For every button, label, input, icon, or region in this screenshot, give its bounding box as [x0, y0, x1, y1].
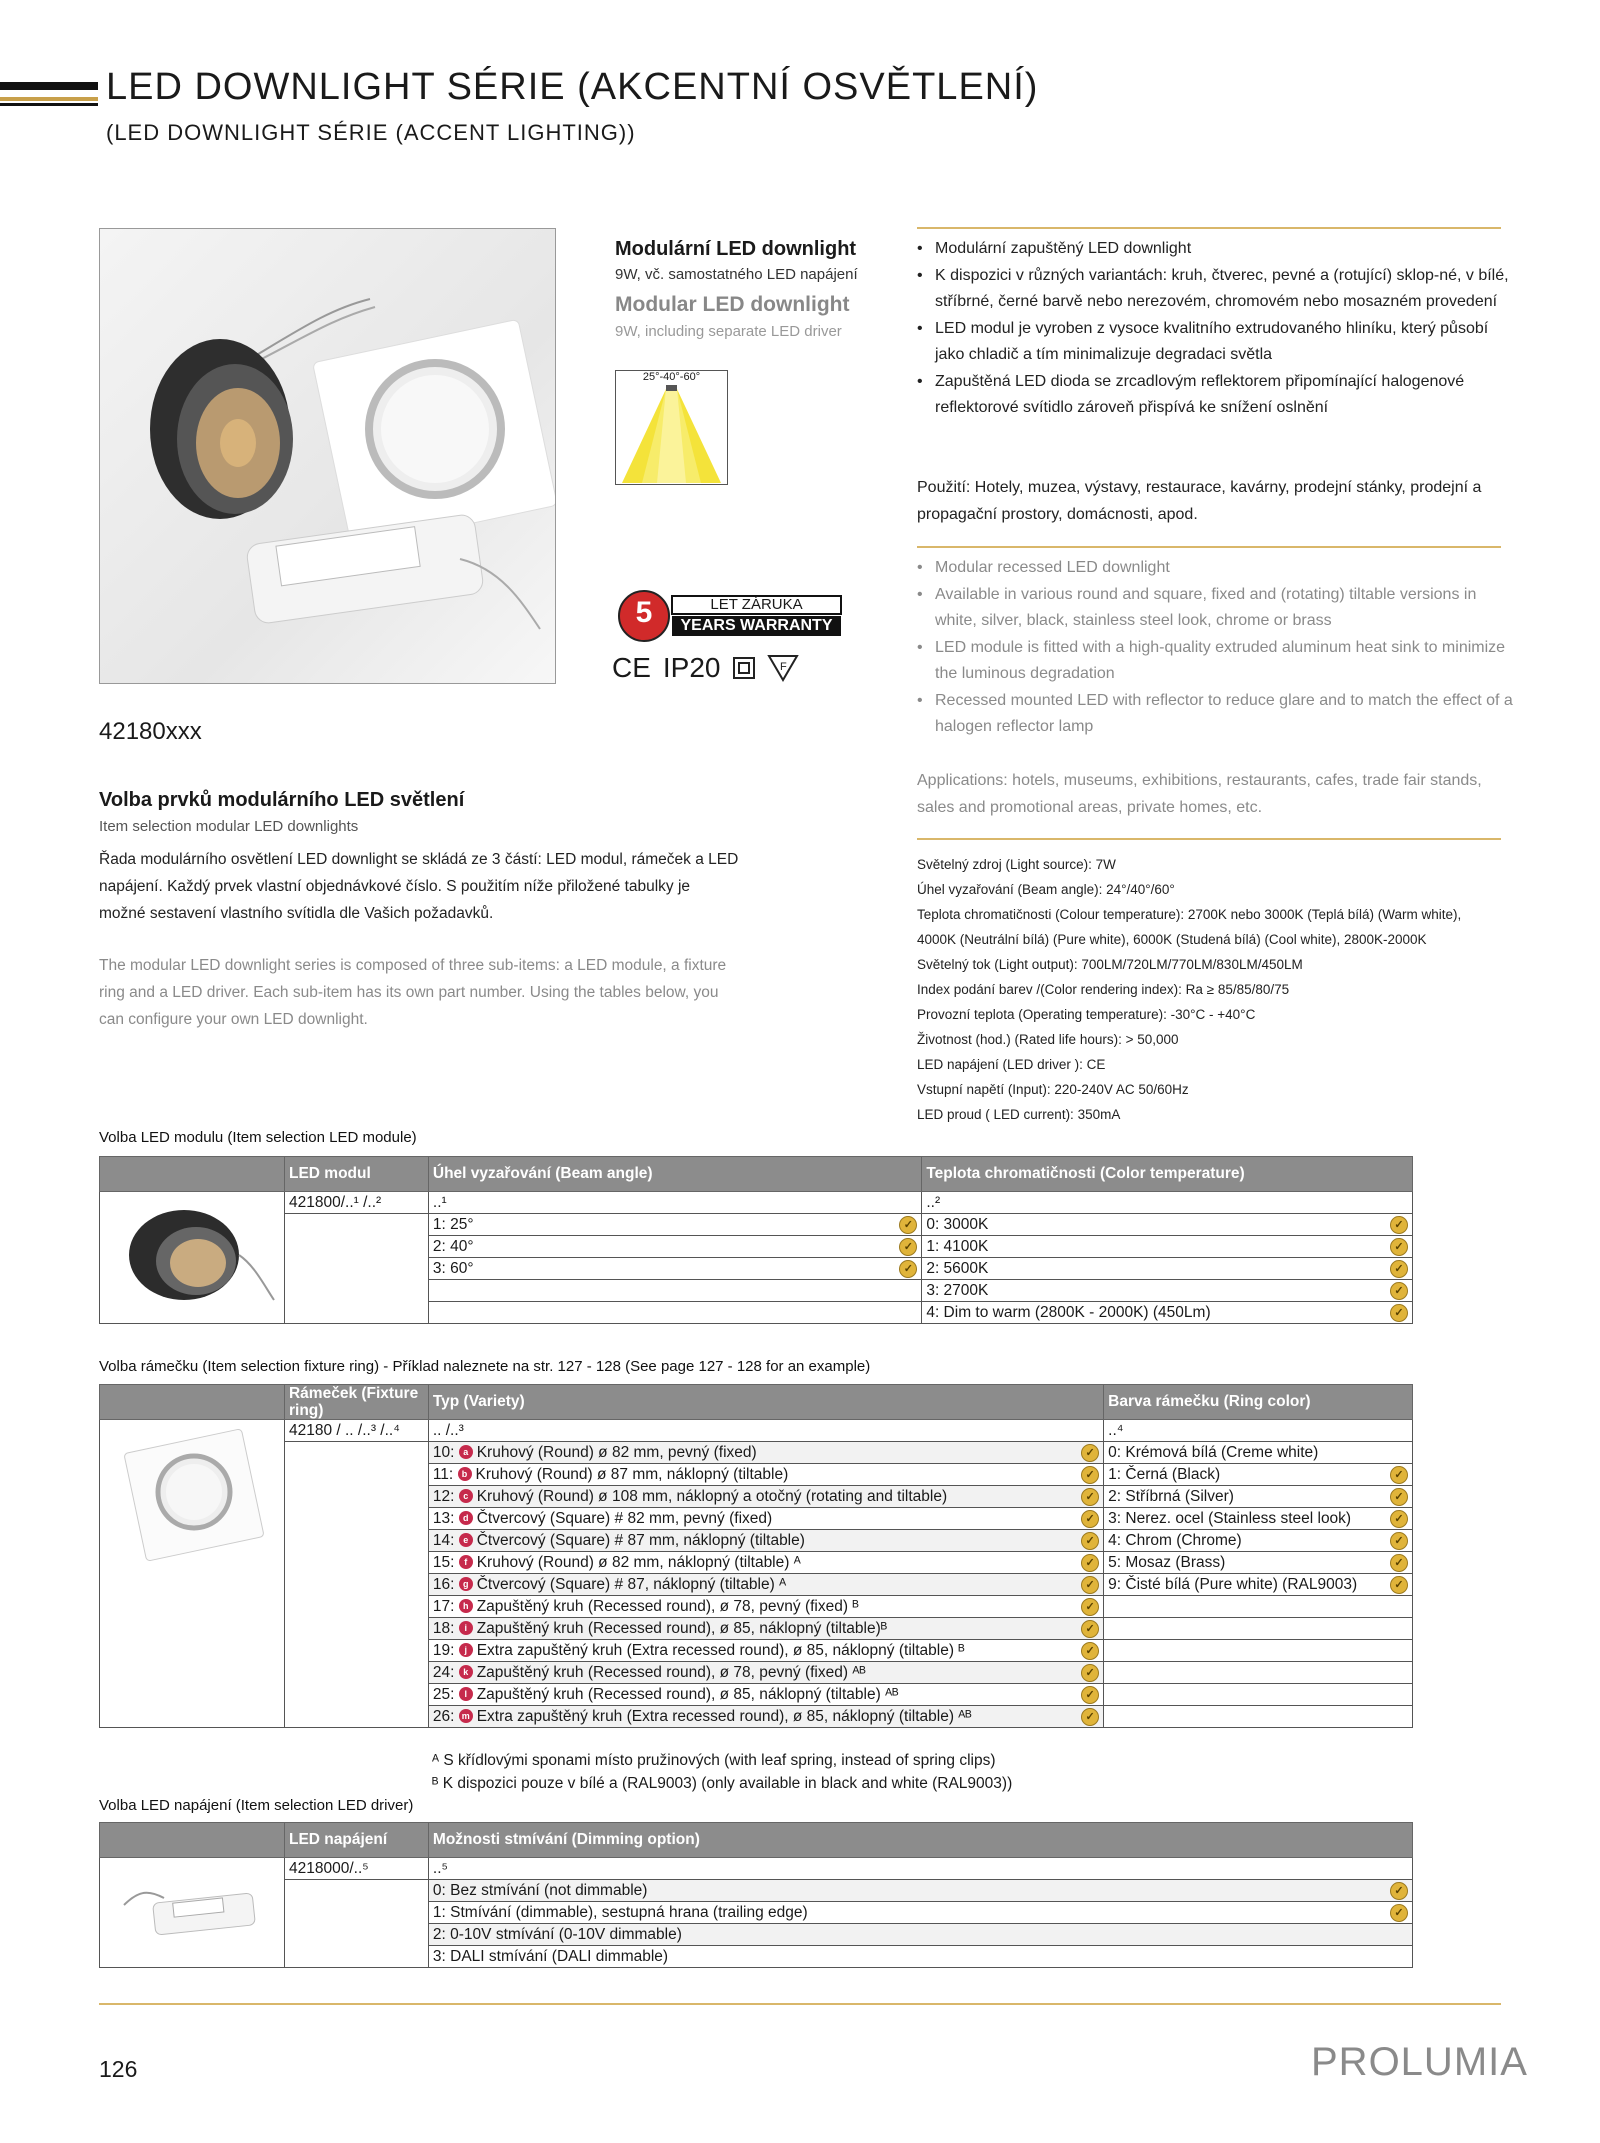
check-icon: ✓	[1081, 1686, 1099, 1704]
table-ring-caption: Volba rámečku (Item selection fixture ring) - Příklad naleznete na str. 127 - 128 (See page 127 - 128 for an example)	[99, 1358, 871, 1375]
check-icon: ✓	[1390, 1904, 1408, 1922]
table-row: 3: DALI stmívání (DALI dimmable)	[428, 1946, 1412, 1968]
table-row: 2: 5600K ✓	[922, 1258, 1413, 1280]
table-row: 0: Bez stmívání (not dimmable) ✓	[428, 1880, 1412, 1902]
check-icon: ✓	[1390, 1216, 1408, 1234]
check-icon: ✓	[1390, 1510, 1408, 1528]
col-header: Teplota chromatičnosti (Color temperature)	[922, 1157, 1413, 1192]
ring-code: 42180 / .. /..³ /..⁴	[284, 1420, 428, 1442]
selection-subtitle: Item selection modular LED downlights	[99, 818, 359, 835]
feature-en-item: • Recessed mounted LED with reflector to reduce glare and to match the effect of a halogen reflector lamp	[917, 688, 1517, 741]
page-title: LED DOWNLIGHT SÉRIE (AKCENTNÍ OSVĚTLENÍ)	[106, 66, 1039, 108]
variant-letter-icon: g	[459, 1577, 473, 1591]
color-code: ..²	[922, 1192, 1413, 1214]
divider	[917, 227, 1501, 229]
product-photo	[99, 228, 556, 684]
product-photo-illustration	[100, 229, 555, 683]
spec-line: LED napájení (LED driver ): CE	[917, 1057, 1106, 1072]
beam-angle-label: 25°-40°-60°	[616, 371, 727, 383]
usage-cz: Použití: Hotely, muzea, výstavy, restaurace, kavárny, prodejní stánky, prodejní a propagační prostory, domácnosti, apod.	[917, 479, 1482, 523]
page-number: 126	[99, 2056, 138, 2082]
warranty-number: 5	[635, 596, 653, 629]
ring-color-code: ..⁴	[1104, 1420, 1413, 1442]
table-row: 26: m Extra zapuštěný kruh (Extra recessed round), ø 85, náklopný (tiltable) ᴬᴮ ✓	[428, 1706, 1103, 1728]
check-icon: ✓	[1390, 1466, 1408, 1484]
feature-cz-item: • K dispozici v různých variantách: kruh, čtverec, pevné a (rotující) sklop-né, v bílé, stříbrné, černé barvě nebo nerezovém, chromovém nebo mosazném provedení	[917, 263, 1517, 316]
spec-line: Světelný zdroj (Light source): 7W	[917, 857, 1116, 872]
table-row: 12: c Kruhový (Round) ø 108 mm, náklopný a otočný (rotating and tiltable) ✓	[428, 1486, 1103, 1508]
table-row: 19: j Extra zapuštěný kruh (Extra recessed round), ø 85, náklopný (tiltable) ᴮ ✓	[428, 1640, 1103, 1662]
table-row: 4: Chrom (Chrome) ✓	[1104, 1530, 1413, 1552]
page-subtitle: (LED DOWNLIGHT SÉRIE (ACCENT LIGHTING))	[106, 120, 636, 145]
check-icon: ✓	[1081, 1576, 1099, 1594]
table-row: 1: Stmívání (dimmable), sestupná hrana (trailing edge) ✓	[428, 1902, 1412, 1924]
table-row: 11: b Kruhový (Round) ø 87 mm, náklopný (tiltable) ✓	[428, 1464, 1103, 1486]
svg-text:F: F	[779, 661, 787, 673]
check-icon: ✓	[1390, 1304, 1408, 1322]
col-header: LED modul	[284, 1157, 428, 1192]
table-row: 0: 3000K ✓	[922, 1214, 1413, 1236]
table-row: 15: f Kruhový (Round) ø 82 mm, náklopný (tiltable) ᴬ ✓	[428, 1552, 1103, 1574]
certifications	[612, 652, 799, 684]
divider	[917, 546, 1501, 548]
header-bar-black-thin	[0, 103, 98, 106]
variant-letter-icon: a	[459, 1445, 473, 1459]
spec-line: Teplota chromatičnosti (Colour temperature): 2700K nebo 3000K (Teplá bílá) (Warm white),	[917, 907, 1462, 922]
col-header: Barva rámečku (Ring color)	[1104, 1385, 1413, 1420]
divider	[917, 838, 1501, 840]
variant-letter-icon: m	[459, 1709, 473, 1723]
table-row: 3: 2700K ✓	[922, 1280, 1413, 1302]
class-ii-icon	[733, 657, 755, 679]
table-fixture-ring	[99, 1384, 1413, 1728]
check-icon: ✓	[1390, 1488, 1408, 1506]
specifications	[917, 852, 1527, 1127]
table-row: 1: 25° ✓	[428, 1214, 921, 1236]
footer-divider	[99, 2003, 1501, 2005]
table-row: 3: Nerez. ocel (Stainless steel look) ✓	[1104, 1508, 1413, 1530]
product-sub-en: 9W, including separate LED driver	[615, 323, 842, 340]
table-led-module	[99, 1156, 1413, 1324]
spec-line: Úhel vyzařování (Beam angle): 24°/40°/60°	[917, 882, 1175, 897]
table-module-caption: Volba LED modulu (Item selection LED module)	[99, 1129, 417, 1146]
product-name-en: Modular LED downlight	[615, 293, 850, 316]
warranty-bottom-text: YEARS WARRANTY	[680, 617, 833, 634]
table-row: 5: Mosaz (Brass) ✓	[1104, 1552, 1413, 1574]
check-icon: ✓	[899, 1216, 917, 1234]
product-name-cz: Modulární LED downlight	[615, 238, 857, 260]
angle-code: ..¹	[428, 1192, 921, 1214]
check-icon: ✓	[1081, 1488, 1099, 1506]
check-icon: ✓	[1390, 1260, 1408, 1278]
check-icon: ✓	[1081, 1664, 1099, 1682]
note-b: ᴮ K dispozici pouze v bílé a (RAL9003) (only available in black and white (RAL9003))	[432, 1775, 1013, 1792]
spec-line: Vstupní napětí (Input): 220-240V AC 50/60Hz	[917, 1082, 1189, 1097]
check-icon: ✓	[1081, 1532, 1099, 1550]
dim-code: ..⁵	[428, 1858, 1412, 1880]
beam-angle-diagram	[615, 370, 728, 485]
variant-letter-icon: c	[459, 1489, 473, 1503]
ring-image	[100, 1420, 285, 1728]
spec-line: Životnost (hod.) (Rated life hours): > 50,000	[917, 1032, 1179, 1047]
brand-logo: PROLUMIA	[1311, 2040, 1528, 2084]
type-code: .. /..³	[428, 1420, 1103, 1442]
check-icon: ✓	[899, 1238, 917, 1256]
variant-letter-icon: i	[459, 1621, 473, 1635]
table-row: 24: k Zapuštěný kruh (Recessed round), ø 78, pevný (fixed) ᴬᴮ ✓	[428, 1662, 1103, 1684]
variant-letter-icon: j	[459, 1643, 473, 1657]
variant-letter-icon: l	[459, 1687, 473, 1701]
table-row: 9: Čisté bílá (Pure white) (RAL9003) ✓	[1104, 1574, 1413, 1596]
table-row: 1: 4100K ✓	[922, 1236, 1413, 1258]
selection-text-en: The modular LED downlight series is composed of three sub-items: a LED module, a fixture ring and a LED driver. Each sub-item has its own part number. Using the tables below, you can configure your own LED downlight.	[99, 957, 727, 1028]
features-cz	[917, 236, 1517, 422]
check-icon: ✓	[1390, 1576, 1408, 1594]
module-code: 421800/..¹ /..²	[284, 1192, 428, 1214]
check-icon: ✓	[1390, 1532, 1408, 1550]
check-icon: ✓	[1081, 1510, 1099, 1528]
feature-en-item: • Available in various round and square, fixed and (rotating) tiltable versions in white, silver, black, stainless steel look, chrome or brass	[917, 582, 1517, 635]
table-row: 10: a Kruhový (Round) ø 82 mm, pevný (fixed) ✓	[428, 1442, 1103, 1464]
feature-en-item: • LED module is fitted with a high-quality extruded aluminum heat sink to minimize the luminous degradation	[917, 635, 1517, 688]
variant-letter-icon: f	[459, 1555, 473, 1569]
spec-line: Provozní teplota (Operating temperature): -30°C - +40°C	[917, 1007, 1256, 1022]
check-icon: ✓	[1390, 1238, 1408, 1256]
table-row: 2: 40° ✓	[428, 1236, 921, 1258]
table-row: 25: l Zapuštěný kruh (Recessed round), ø 85, náklopný (tiltable) ᴬᴮ ✓	[428, 1684, 1103, 1706]
table-row: 16: g Čtvercový (Square) # 87, náklopný (tiltable) ᴬ ✓	[428, 1574, 1103, 1596]
check-icon: ✓	[899, 1260, 917, 1278]
module-image	[100, 1192, 285, 1324]
check-icon: ✓	[1081, 1598, 1099, 1616]
col-header: LED napájení	[284, 1823, 428, 1858]
spec-line: Světelný tok (Light output): 700LM/720LM/770LM/830LM/450LM	[917, 957, 1303, 972]
feature-cz-item: • Zapuštěná LED dioda se zrcadlovým reflektorem připomínající halogenové reflektorové svítidlo zároveň přispívá ke snížení oslnění	[917, 369, 1517, 422]
ce-mark: CE	[612, 652, 651, 683]
spec-line: 4000K (Neutrální bílá) (Pure white), 6000K (Studená bílá) (Cool white), 2800K-2000K	[917, 932, 1427, 947]
table-row: 2: 0-10V stmívání (0-10V dimmable)	[428, 1924, 1412, 1946]
usage-en: Applications: hotels, museums, exhibitions, restaurants, cafes, trade fair stands, sales and promotional areas, private homes, etc.	[917, 772, 1482, 816]
spec-line: Index podání barev /(Color rendering index): Ra ≥ 85/85/80/75	[917, 982, 1290, 997]
product-code: 42180xxx	[99, 718, 202, 745]
table-row: 18: i Zapuštěný kruh (Recessed round), ø 85, náklopný (tiltable)ᴮ ✓	[428, 1618, 1103, 1640]
table-row: 0: Krémová bílá (Creme white)	[1104, 1442, 1413, 1464]
product-sub-cz: 9W, vč. samostatného LED napájení	[615, 266, 858, 283]
f-mark-icon	[767, 654, 799, 682]
check-icon: ✓	[1081, 1554, 1099, 1572]
warranty-top-text: LET ZÁRUKA	[710, 596, 803, 613]
note-a: ᴬ S křídlovými sponami místo pružinových (with leaf spring, instead of spring clips)	[432, 1752, 996, 1769]
table-row: 2: Stříbrná (Silver) ✓	[1104, 1486, 1413, 1508]
col-header: Možnosti stmívání (Dimming option)	[428, 1823, 1412, 1858]
variant-letter-icon: e	[459, 1533, 473, 1547]
ip-rating: IP20	[662, 652, 721, 683]
table-driver-caption: Volba LED napájení (Item selection LED driver)	[99, 1797, 414, 1814]
check-icon: ✓	[1081, 1708, 1099, 1726]
warranty-badge	[618, 590, 843, 642]
driver-image	[100, 1858, 285, 1968]
selection-text-cz: Řada modulárního osvětlení LED downlight se skládá ze 3 částí: LED modul, rámeček a LED napájení. Každý prvek vlastní objednávkové číslo. S použitím níže přiložené tabulky je možné sestavení vlastního svítidla dle Vašich požadavků.	[99, 851, 739, 922]
variant-letter-icon: b	[458, 1467, 472, 1481]
table-row: 4: Dim to warm (2800K - 2000K) (450Lm) ✓	[922, 1302, 1413, 1324]
table-row: 14: e Čtvercový (Square) # 87 mm, náklopný (tiltable) ✓	[428, 1530, 1103, 1552]
variant-letter-icon: k	[459, 1665, 473, 1679]
led-module-icon	[104, 1195, 279, 1315]
selection-title: Volba prvků modulárního LED světlení	[99, 789, 465, 811]
check-icon: ✓	[1390, 1554, 1408, 1572]
table-row: 17: h Zapuštěný kruh (Recessed round), ø 78, pevný (fixed) ᴮ ✓	[428, 1596, 1103, 1618]
check-icon: ✓	[1390, 1282, 1408, 1300]
driver-code: 4218000/..⁵	[284, 1858, 428, 1880]
header-bar-black	[0, 82, 98, 90]
header-bar-gold	[0, 97, 98, 101]
check-icon: ✓	[1081, 1642, 1099, 1660]
led-driver-icon	[104, 1860, 279, 1960]
feature-cz-item: • LED modul je vyroben z vysoce kvalitního extrudovaného hliníku, který působí jako chladič a tím minimalizuje degradaci světla	[917, 316, 1517, 369]
fixture-ring-icon	[104, 1420, 279, 1570]
col-header: Úhel vyzařování (Beam angle)	[428, 1157, 921, 1192]
check-icon: ✓	[1081, 1466, 1099, 1484]
beam-cone-icon	[616, 371, 727, 484]
feature-en-item: • Modular recessed LED downlight	[917, 555, 1517, 582]
spec-line: LED proud ( LED current): 350mA	[917, 1107, 1121, 1122]
check-icon: ✓	[1081, 1444, 1099, 1462]
variant-letter-icon: d	[459, 1511, 473, 1525]
check-icon: ✓	[1081, 1620, 1099, 1638]
check-icon: ✓	[1390, 1882, 1408, 1900]
table-led-driver	[99, 1822, 1413, 1968]
variant-letter-icon: h	[459, 1599, 473, 1613]
col-header: Typ (Variety)	[428, 1385, 1103, 1420]
table-row: 3: 60° ✓	[428, 1258, 921, 1280]
features-en	[917, 555, 1517, 741]
table-row: 13: d Čtvercový (Square) # 82 mm, pevný (fixed) ✓	[428, 1508, 1103, 1530]
table-row: 1: Černá (Black) ✓	[1104, 1464, 1413, 1486]
feature-cz-item: • Modulární zapuštěný LED downlight	[917, 236, 1517, 263]
col-header: Rámeček (Fixture ring)	[284, 1385, 428, 1420]
